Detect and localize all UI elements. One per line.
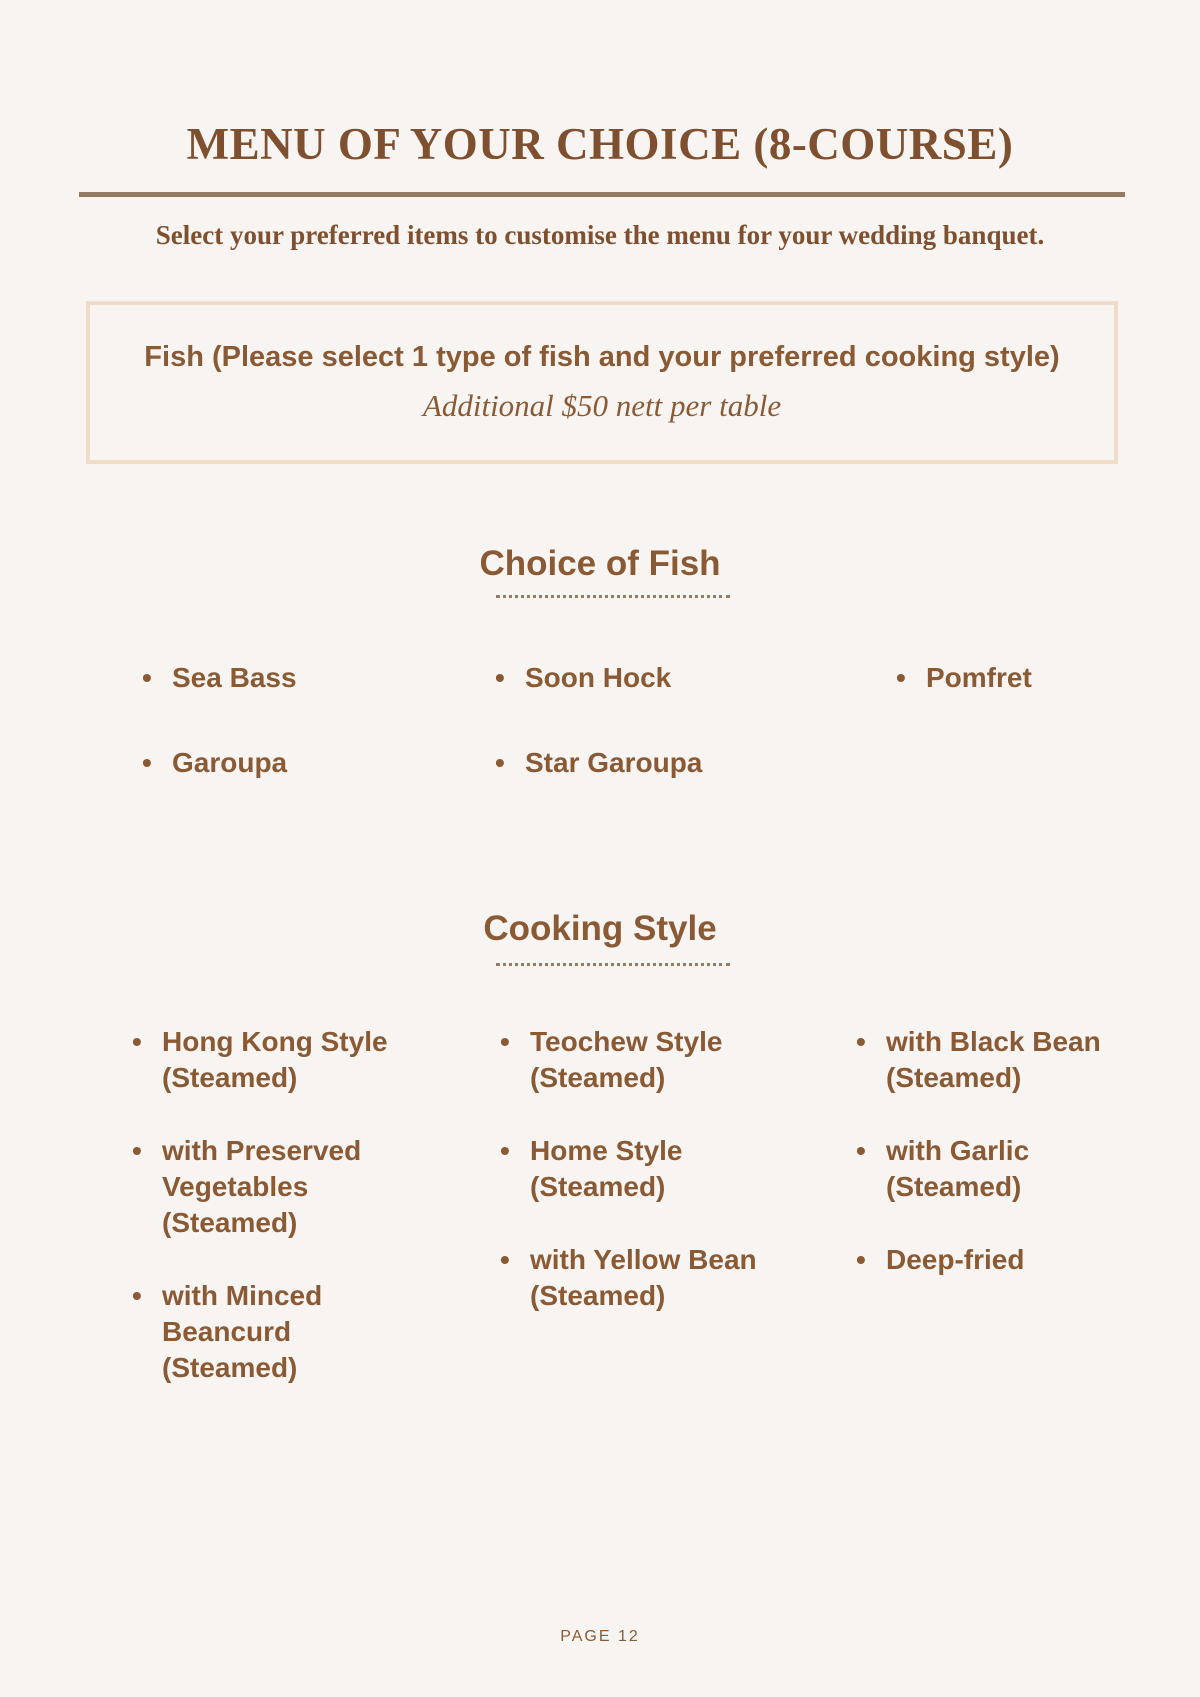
bullet-icon: • xyxy=(132,1026,142,1057)
fish-option-label: Sea Bass xyxy=(172,662,297,693)
style-option-label: with Black Bean (Steamed) xyxy=(886,1026,1101,1093)
bullet-icon: • xyxy=(132,1280,142,1311)
page-title: MENU OF YOUR CHOICE (8-COURSE) xyxy=(186,119,1014,169)
fish-option-label: Soon Hock xyxy=(525,662,672,693)
page-number: PAGE 12 xyxy=(560,1628,640,1645)
cooking-style-underline xyxy=(496,963,730,966)
title-divider xyxy=(79,192,1125,197)
fish-box-heading: Fish (Please select 1 type of fish and your preferred cooking style) xyxy=(144,341,1060,373)
style-option-label: with Garlic (Steamed) xyxy=(886,1135,1030,1202)
bullet-icon: • xyxy=(495,747,505,778)
bullet-icon: • xyxy=(856,1244,866,1275)
style-option-label: Teochew Style (Steamed) xyxy=(530,1026,723,1093)
fish-option-sea-bass[interactable] xyxy=(142,660,442,696)
style-option-minced-beancurd[interactable] xyxy=(132,1278,382,1386)
fish-option-star-garoupa[interactable] xyxy=(495,745,795,781)
bullet-icon: • xyxy=(896,662,906,693)
fish-option-label: Pomfret xyxy=(926,662,1032,693)
page-subtitle: Select your preferred items to customise the menu for your wedding banquet. xyxy=(155,220,1045,250)
style-option-label: with Minced Beancurd (Steamed) xyxy=(162,1280,323,1383)
style-option-label: with Preserved Vegetables (Steamed) xyxy=(162,1135,362,1238)
style-option-label: Hong Kong Style (Steamed) xyxy=(162,1026,388,1093)
style-option-label: with Yellow Bean (Steamed) xyxy=(530,1244,757,1311)
fish-box-price-note: Additional $50 nett per table xyxy=(422,388,782,423)
style-option-deep-fried[interactable] xyxy=(856,1242,1146,1278)
style-option-label: Deep-fried xyxy=(886,1244,1025,1275)
bullet-icon: • xyxy=(500,1026,510,1057)
bullet-icon: • xyxy=(500,1244,510,1275)
choice-of-fish-underline xyxy=(496,595,730,598)
style-option-black-bean[interactable] xyxy=(856,1024,1146,1096)
style-option-label: Home Style (Steamed) xyxy=(530,1135,683,1202)
fish-option-label: Star Garoupa xyxy=(525,747,703,778)
bullet-icon: • xyxy=(142,662,152,693)
style-option-hong-kong[interactable] xyxy=(132,1024,422,1096)
bullet-icon: • xyxy=(495,662,505,693)
fish-option-label: Garoupa xyxy=(172,747,288,778)
style-option-home-style[interactable] xyxy=(500,1133,760,1205)
fish-option-pomfret[interactable] xyxy=(896,660,1196,696)
bullet-icon: • xyxy=(142,747,152,778)
fish-option-soon-hock[interactable] xyxy=(495,660,795,696)
style-option-preserved-vegetables[interactable] xyxy=(132,1133,392,1241)
style-option-garlic[interactable] xyxy=(856,1133,1116,1205)
bullet-icon: • xyxy=(500,1135,510,1166)
bullet-icon: • xyxy=(856,1135,866,1166)
cooking-style-heading: Cooking Style xyxy=(483,909,717,948)
choice-of-fish-heading: Choice of Fish xyxy=(479,544,721,583)
fish-option-garoupa[interactable] xyxy=(142,745,442,781)
fish-info-box xyxy=(86,301,1118,464)
style-option-teochew[interactable] xyxy=(500,1024,790,1096)
bullet-icon: • xyxy=(132,1135,142,1166)
bullet-icon: • xyxy=(856,1026,866,1057)
style-option-yellow-bean[interactable] xyxy=(500,1242,790,1314)
